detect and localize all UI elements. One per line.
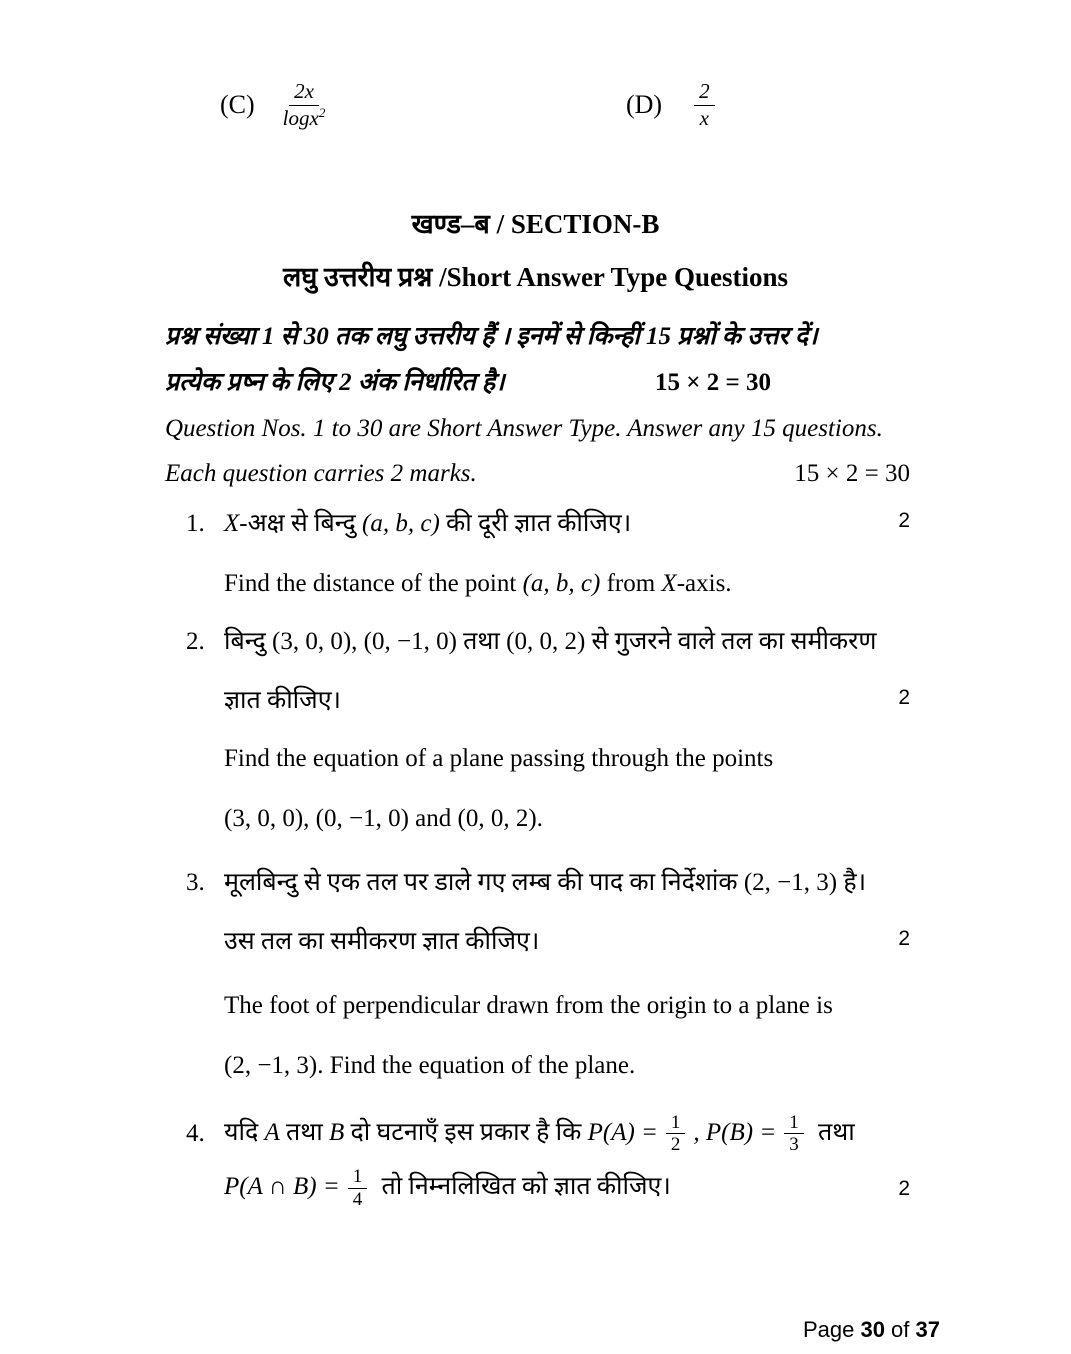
question-3-english-line2	[186, 1049, 910, 1083]
fraction-numerator: 1	[348, 1167, 368, 1189]
math-variable: B	[329, 1118, 345, 1146]
fraction-p-a-intersect-b	[348, 1167, 368, 1210]
question-text: है।	[837, 868, 867, 896]
probability-expression: P(A ∩ B) =	[224, 1173, 340, 1201]
question-text: ज्ञात कीजिए।	[224, 687, 342, 715]
question-4-marks: 2	[898, 1176, 910, 1200]
option-c-label: (C)	[220, 90, 255, 120]
footer-of-label: of	[884, 1317, 916, 1342]
question-3-hindi-line1	[186, 866, 910, 900]
question-text: The foot of perpendicular drawn from the origin to a plane is	[224, 992, 833, 1019]
question-text: दो घटनाएँ इस प्रकार है कि	[344, 1118, 588, 1146]
fraction-denominator: 2	[670, 1134, 681, 1156]
option-c-fraction	[283, 80, 326, 130]
question-text: की दूरी ज्ञात कीजिए।	[439, 510, 632, 537]
fraction-denominator-base: logx	[282, 105, 319, 130]
question-text: से गुजरने वाले तल का समीकरण	[585, 627, 877, 655]
instructions-hindi-line2	[165, 366, 910, 400]
question-text: बिन्दु	[224, 627, 273, 655]
section-heading-hindi: खण्ड–ब	[411, 209, 490, 239]
question-4-hindi-line2	[186, 1167, 910, 1210]
math-tuple: (0, 0, 2)	[506, 627, 586, 655]
question-text: Find the equation of a plane passing through the points	[224, 745, 774, 772]
question-1	[186, 507, 910, 601]
marks-formula-hindi: 15 × 2 = 30	[655, 368, 771, 396]
math-tuple: (a, b, c)	[362, 510, 440, 537]
math-variable: A	[264, 1118, 280, 1146]
question-3	[186, 866, 910, 1083]
question-4-hindi-line1	[186, 1113, 910, 1156]
question-1-english-text	[224, 567, 732, 601]
question-text: तथा	[279, 1118, 329, 1146]
probability-expression: , P(B) =	[693, 1118, 777, 1146]
question-2	[186, 625, 910, 836]
fraction-numerator: 1	[666, 1113, 686, 1135]
question-3-marks: 2	[898, 927, 910, 951]
question-3-english-points	[224, 1049, 635, 1083]
question-text: यदि	[224, 1118, 265, 1146]
question-1-hindi-text	[224, 507, 631, 541]
option-d	[626, 80, 715, 130]
fraction-denominator	[283, 106, 326, 131]
question-text: तो निम्नलिखित को ज्ञात कीजिए।	[375, 1173, 671, 1201]
section-subheading-hindi: लघु उत्तरीय प्रश्न	[283, 262, 433, 292]
section-subheading-english: Short Answer Type Questions	[446, 262, 788, 292]
question-text: and	[408, 804, 458, 832]
fraction-denominator: 3	[789, 1134, 799, 1156]
question-2-hindi-line2	[186, 684, 910, 718]
math-tuple: (3, 0, 0), (0, −1, 0)	[272, 627, 457, 655]
question-3-english-line1	[186, 989, 910, 1023]
question-text: उस तल का समीकरण ज्ञात कीजिए।	[224, 928, 540, 956]
instructions-hindi-line1	[165, 320, 910, 354]
section-heading-english: SECTION-B	[510, 209, 660, 239]
footer-total-pages: 37	[915, 1317, 940, 1342]
question-1-hindi	[186, 507, 910, 541]
question-2-hindi-line1	[186, 625, 910, 659]
question-3-hindi-text	[224, 866, 866, 900]
question-text: . Find the equation of the plane.	[317, 1051, 636, 1079]
question-2-english-points	[224, 802, 543, 836]
instructions-hindi-line1-text: प्रश्न संख्या 1 से 30 तक लघु उत्तरीय हैं । इनमें से किन्हीं 15 प्रश्नों के उत्तर दें।	[165, 323, 818, 350]
instructions-hindi	[165, 320, 910, 400]
question-text: Find the distance of the point	[224, 569, 523, 597]
question-paper-page	[0, 79, 1071, 1342]
option-d-fraction	[694, 80, 715, 130]
question-text: -अक्ष से बिन्दु	[239, 510, 363, 537]
math-tuple: (a, b, c)	[522, 569, 601, 597]
section-subheading-separator: /	[432, 262, 447, 292]
question-number: 1.	[186, 510, 205, 537]
question-number: 4.	[186, 1120, 205, 1148]
section-heading	[0, 204, 1071, 241]
question-4	[186, 1113, 910, 1211]
math-tuple: (2, −1, 3)	[224, 1051, 318, 1079]
question-1-english	[186, 567, 910, 601]
fraction-denominator: x	[699, 105, 709, 130]
instructions-english-line1	[165, 412, 910, 446]
fraction-numerator: 2x	[289, 80, 319, 106]
math-tuple: (3, 0, 0), (0, −1, 0)	[224, 804, 409, 832]
questions-list	[0, 507, 1071, 1210]
instructions-english	[165, 412, 910, 492]
question-4-hindi-text	[224, 1113, 855, 1156]
question-text: तथा	[456, 627, 507, 655]
question-2-english-line1	[186, 742, 910, 776]
option-c	[220, 80, 325, 130]
fraction-denominator-exponent: 2	[318, 104, 326, 120]
footer-page-number: 30	[860, 1317, 885, 1342]
question-2-hindi-text	[224, 625, 876, 659]
question-number: 2.	[186, 627, 205, 655]
instructions-english-line2	[165, 457, 910, 491]
fraction-p-b	[784, 1113, 804, 1156]
question-number: 3.	[186, 868, 205, 896]
math-variable: X	[224, 510, 240, 537]
question-text: मूलबिन्दु से एक तल पर डाले गए लम्ब की पाद का निर्देशांक	[224, 868, 744, 896]
instructions-hindi-line2-text: प्रत्येक प्रष्न के लिए 2 अंक निर्धारित है।	[165, 368, 505, 396]
question-text: -axis.	[676, 569, 732, 597]
mcq-options-row	[0, 80, 1071, 142]
question-1-marks: 2	[898, 509, 910, 532]
fraction-denominator: 4	[352, 1189, 363, 1211]
math-tuple: (0, 0, 2)	[457, 804, 537, 832]
question-2-english-line2	[186, 802, 910, 836]
probability-expression: P(A) =	[587, 1118, 658, 1146]
page-footer	[803, 1317, 940, 1343]
instructions-english-line1-text: Question Nos. 1 to 30 are Short Answer Type. Answer any 15 questions.	[165, 414, 883, 442]
fraction-p-a	[666, 1113, 686, 1156]
fraction-numerator: 1	[784, 1113, 804, 1135]
question-3-hindi-line2	[186, 925, 910, 959]
instructions-english-line2-text: Each question carries 2 marks.	[165, 460, 477, 488]
question-text: .	[536, 804, 543, 832]
footer-page-label: Page	[802, 1317, 861, 1342]
section-heading-separator: /	[489, 209, 511, 239]
marks-formula-english: 15 × 2 = 30	[794, 460, 910, 488]
question-text: तथा	[811, 1118, 855, 1146]
math-variable: X	[661, 569, 677, 597]
question-4-hindi-line2-text	[224, 1167, 671, 1210]
math-tuple: (2, −1, 3)	[743, 868, 838, 896]
instructions	[0, 320, 1071, 491]
question-2-marks: 2	[898, 686, 910, 710]
fraction-numerator: 2	[694, 80, 715, 106]
section-subheading	[0, 257, 1071, 294]
option-d-label: (D)	[626, 90, 663, 120]
question-text: from	[600, 569, 662, 597]
